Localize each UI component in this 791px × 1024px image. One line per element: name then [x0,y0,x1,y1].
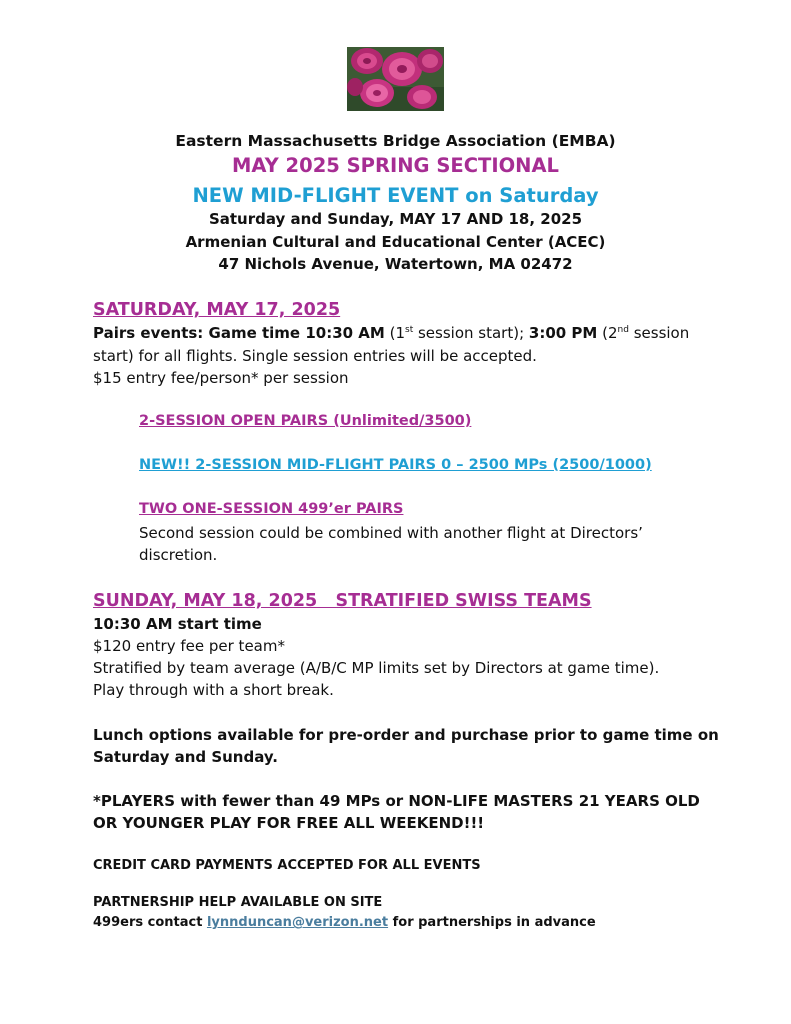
mid-flight-pairs-event: NEW!! 2-SESSION MID-FLIGHT PAIRS 0 – 2500 MPs (2500/1000) [139,457,652,473]
sunday-entry-fee: $120 entry fee per team* [93,637,285,655]
free-play-line1: *PLAYERS with fewer than 49 MPs or NON-LIFE MASTERS 21 YEARS OLD [93,792,700,810]
flower-photo [347,47,444,111]
pairs-499-note-line2: discretion. [139,546,218,564]
event-dates: Saturday and Sunday, MAY 17 AND 18, 2025 [208,210,583,228]
venue-name: Armenian Cultural and Educational Center (ACEC) [185,233,606,251]
session1-ordinal: st [405,325,414,335]
open-pairs-event: 2-SESSION OPEN PAIRS (Unlimited/3500) [139,413,472,429]
partnership-heading: PARTNERSHIP HELP AVAILABLE ON SITE [93,895,383,910]
pairs-499-event: TWO ONE-SESSION 499’er PAIRS [139,501,404,517]
session2-time: 3:00 PM [528,324,598,342]
session1-paren-close: session start); [413,324,529,342]
pairs-499-note-line1: Second session could be combined with another flight at Directors’ [139,524,643,542]
session2-paren-close: session [628,324,690,342]
lunch-line2: Saturday and Sunday. [93,748,278,766]
contact-suffix: for partnerships in advance [388,915,596,930]
email-link[interactable]: lynnduncan@verizon.net [206,915,389,930]
sunday-heading: SUNDAY, MAY 18, 2025 STRATIFIED SWISS TEAMS [93,591,592,611]
venue-address: 47 Nichols Avenue, Watertown, MA 02472 [218,255,573,273]
saturday-flights-line: start) for all flights. Single session entries will be accepted. [93,347,537,365]
event-subtitle: NEW MID-FLIGHT EVENT on Saturday [192,184,599,207]
lunch-line1: Lunch options available for pre-order and purchase prior to game time on [93,726,719,744]
saturday-heading: SATURDAY, MAY 17, 2025 [93,300,341,320]
payments-note: CREDIT CARD PAYMENTS ACCEPTED FOR ALL EVENTS [93,858,481,873]
saturday-pairs-line [93,324,689,342]
event-title: MAY 2025 SPRING SECTIONAL [232,154,559,177]
saturday-entry-fee: $15 entry fee/person* per session [93,369,349,387]
session2-ordinal: nd [617,325,629,335]
pairs-game-time: Pairs events: Game time 10:30 AM [93,324,385,342]
sunday-play-note: Play through with a short break. [93,681,334,699]
sunday-start-time: 10:30 AM start time [93,615,262,633]
free-play-line2: OR YOUNGER PLAY FOR FREE ALL WEEKEND!!! [93,814,485,832]
partnership-contact [93,915,596,930]
contact-prefix: 499ers contact [93,915,207,930]
session1-paren-open: (1 [384,324,405,342]
organization-name: Eastern Massachusetts Bridge Association (EMBA) [175,132,616,150]
session2-paren-open: (2 [597,324,618,342]
sunday-stratified-note: Stratified by team average (A/B/C MP limits set by Directors at game time). [93,659,660,677]
